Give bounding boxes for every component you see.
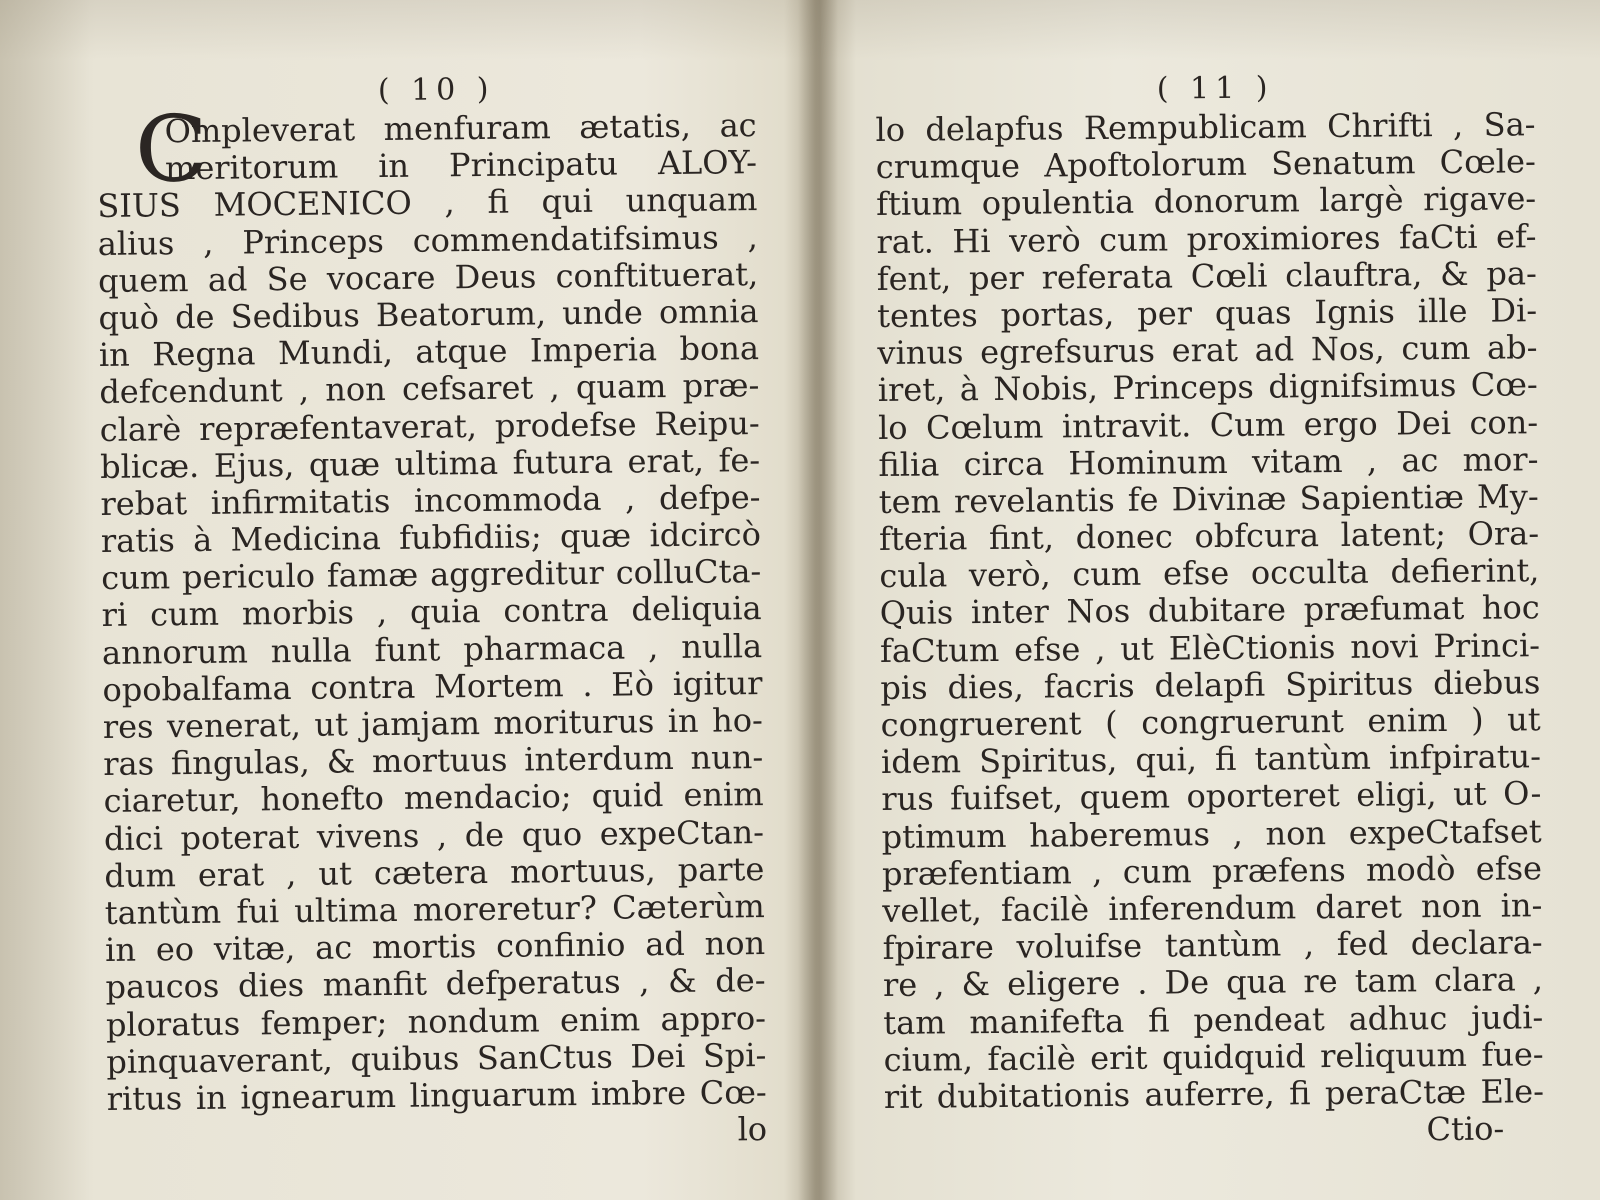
text-line: vinus egrefsurus erat ad Nos, cum ab-	[877, 328, 1538, 373]
text-line: SIUS MOCENICO , fi qui unquam	[97, 180, 758, 226]
text-line: meritorum in Principatu ALOY-	[164, 143, 758, 188]
text-line: congruerent ( congruerunt enim ) ut	[880, 700, 1541, 744]
text-line: rit dubitationis auferre, fi peraCtæ Ele-	[883, 1072, 1545, 1116]
drop-cap-initial: C	[134, 95, 209, 203]
text-line: rat. Hi verò cum proximiores faCti ef-	[876, 216, 1537, 261]
right-page-text	[875, 106, 1544, 1116]
text-line: pis dies, facris delapfi Spiritus diebus	[880, 663, 1541, 707]
text-line: ftium opulentia donorum largè rigave-	[875, 179, 1537, 224]
text-line: ploratus femper; nondum enim appro-	[105, 998, 767, 1044]
text-line: dum erat , ut cætera mortuus, parte	[104, 849, 765, 895]
text-line: tem revelantis fe Divinæ Sapientiæ My-	[878, 477, 1539, 521]
text-line: iret, à Nobis, Princeps dignifsimus Cœ-	[877, 365, 1538, 410]
page-number-left: ( 10 )	[377, 71, 495, 109]
text-line: præfentiam , cum præfens modò efse	[881, 848, 1543, 893]
catchword-left: lo	[737, 1110, 768, 1149]
text-line: re , & eligere . De qua re tam clara ,	[882, 960, 1544, 1005]
text-line: fpirare voluifse tantùm , fed declara-	[882, 923, 1543, 968]
text-line: ritus in ignearum linguarum imbre Cœ-	[106, 1072, 767, 1118]
text-line: ratis à Medicina fubfidiis; quæ idcircò	[100, 515, 762, 561]
text-line: rus fuifset, quem oporteret eligi, ut O-	[881, 774, 1542, 819]
text-line: cum periculo famæ aggreditur colluCta-	[101, 552, 762, 598]
text-line: in Regna Mundi, atque Imperia bona	[98, 329, 760, 375]
text-line: rebat infirmitatis incommoda , defpe-	[100, 477, 761, 523]
text-line: tam manifefta fi pendeat adhuc judi-	[883, 997, 1544, 1042]
text-line: clarè repræfentaverat, prodefse Reipu-	[99, 403, 760, 449]
text-line: alius , Princeps commendatifsimus ,	[97, 217, 758, 263]
catchword-right: Ctio-	[1426, 1109, 1505, 1149]
text-line: quò de Sedibus Beatorum, unde omnia	[98, 292, 759, 337]
text-line: pinquaverant, quibus SanCtus Dei Spi-	[106, 1035, 767, 1081]
text-line: lo Cœlum intravit. Cum ergo Dei con-	[877, 402, 1539, 447]
text-line: ciaretur, honefto mendacio; quid enim	[103, 775, 764, 821]
text-line: ri cum morbis , quia contra deliquia	[101, 589, 762, 635]
text-line: fteria fint, donec obfcura latent; Ora-	[878, 514, 1540, 559]
text-line: fent, per referata Cœli clauftra, & pa-	[876, 253, 1537, 298]
text-line: cula verò, cum efse occulta defierint,	[879, 551, 1540, 596]
text-line: vellet, facilè inferendum daret non in-	[882, 886, 1543, 930]
left-page-text	[96, 95, 767, 1118]
text-line: faCtum efse , ut ElèCtionis novi Princi-	[879, 625, 1541, 670]
text-line: quem ad Se vocare Deus conftituerat,	[97, 254, 759, 300]
text-line: dici poterat vivens , de quo expeCtan-	[103, 812, 765, 858]
page-number-right: ( 11 )	[1156, 70, 1274, 107]
text-line: cium, facilè erit quidquid reliquum fue-	[883, 1034, 1544, 1079]
text-line: lo delapfus Rempublicam Chrifti , Sa-	[875, 105, 1536, 149]
text-line: annorum nulla funt pharmaca , nulla	[101, 626, 763, 672]
text-line: tentes portas, per quas Ignis ille Di-	[876, 291, 1538, 335]
text-line: ptimum haberemus , non expeCtafset	[881, 811, 1542, 856]
text-line: blicæ. Ejus, quæ ultima futura erat, fe-	[99, 440, 761, 486]
text-line: defcendunt , non cefsaret , quam præ-	[99, 366, 760, 412]
text-line: opobalfama contra Mortem . Eò igitur	[102, 663, 763, 709]
page-shadow-left	[0, 0, 90, 1200]
text-line: tantùm fui ultima moreretur? Cæterùm	[104, 886, 765, 932]
right-page	[875, 66, 1544, 1153]
text-line: Quis inter Nos dubitare præfumat hoc	[879, 588, 1540, 633]
left-page	[96, 67, 767, 1155]
book-gutter	[798, 0, 838, 1200]
text-line: filia circa Hominum vitam , ac mor-	[878, 439, 1539, 484]
text-line: paucos dies manfit defperatus , & de-	[105, 961, 766, 1007]
text-line: ras fingulas, & mortuus interdum nun-	[103, 738, 764, 784]
text-line: Ompleverat menfuram ætatis, ac	[164, 106, 757, 151]
text-line: crumque Apoftolorum Senatum Cœle-	[875, 142, 1536, 187]
text-line: idem Spiritus, qui, fi tantùm infpiratu-	[880, 737, 1542, 782]
text-line: in eo vitæ, ac mortis confinio ad non	[104, 924, 766, 970]
text-line: res venerat, ut jamjam moriturus in ho-	[102, 701, 764, 746]
